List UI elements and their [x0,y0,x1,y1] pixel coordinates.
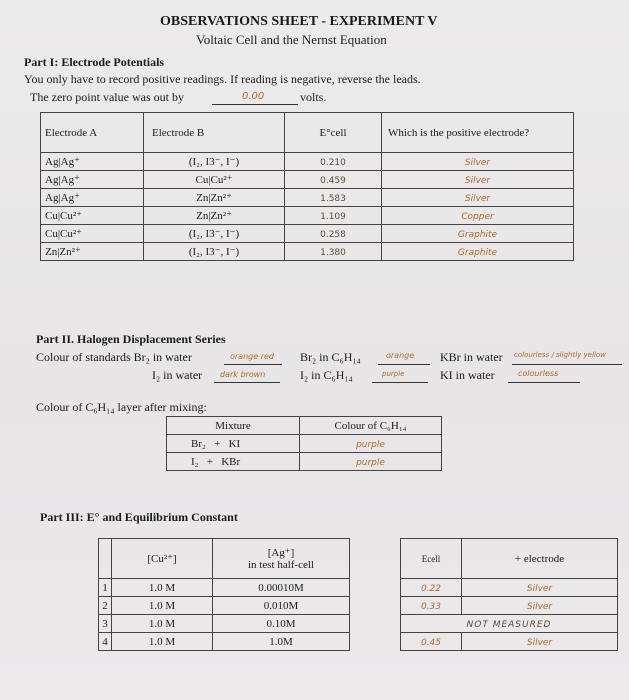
table-row [41,171,574,189]
ecell-cell [285,225,382,243]
col-plus-electrode: + electrode [462,539,618,579]
ecell-value: 0.258 [320,229,346,240]
br2-water-label: Colour of standards Br₂ in water [36,350,192,364]
plus-electrode-cell [462,579,618,597]
col-electrode-a: Electrode A [41,113,144,153]
ecell-value: 1.380 [320,247,346,258]
i2-water-underline [214,382,280,383]
ecell-value: 0.45 [420,637,442,648]
ecell-value: 0.210 [320,157,346,168]
table-row [41,225,574,243]
col-cu-conc: [Cu²⁺] [112,539,213,579]
positive-value: Graphite [457,229,498,240]
equilibrium-table [98,538,618,651]
ki-water-underline [508,382,580,383]
ag-conc-cell: 0.010M [213,597,350,615]
electrode-b-cell: Zn|Zn²⁺ [144,189,285,207]
positive-value: Graphite [457,247,498,258]
spacer-cell [350,633,401,651]
page-title: OBSERVATIONS SHEET - EXPERIMENT V [160,14,438,29]
kbr-water-label: KBr in water [440,350,503,364]
ki-water-label: KI in water [440,368,495,382]
electrode-a-cell: Cu|Cu²⁺ [41,207,144,225]
table-row [41,207,574,225]
table-row [41,243,574,261]
spacer-cell [350,597,401,615]
spacer-cell [350,615,401,633]
cu-conc-cell: 1.0 M [112,615,213,633]
table-row [99,597,618,615]
positive-value: Silver [464,157,491,168]
positive-value: Silver [464,193,491,204]
ecell-value: 0.459 [320,175,346,186]
col-spacer [350,539,401,579]
col-ecell: Ecell [401,539,462,579]
electrode-a-cell: Ag|Ag⁺ [41,189,144,207]
ki-water-value: colourless [518,369,559,378]
plus-electrode-cell [462,633,618,651]
br2-c6h14-value: orange [386,351,415,360]
row-index: 4 [99,633,112,651]
positive-cell [382,225,574,243]
plus-electrode-value: Silver [526,601,553,612]
kbr-water-value: colourless / slightly yellow [514,351,606,359]
electrode-b-cell: (I₂, I3⁻, I⁻) [144,153,285,171]
ecell-value: 0.33 [420,601,442,612]
ag-conc-cell: 1.0M [213,633,350,651]
row-index: 1 [99,579,112,597]
mixture-cell [167,435,300,453]
electrode-a-cell: Cu|Cu²⁺ [41,225,144,243]
colour-cell [300,453,442,471]
i2-c6h14-value: purple [382,370,405,378]
cu-conc-cell: 1.0 M [112,633,213,651]
ecell-cell [285,153,382,171]
table-row [99,579,618,597]
cu-conc-cell: 1.0 M [112,579,213,597]
electrode-b-cell: Cu|Cu²⁺ [144,171,285,189]
positive-value: Copper [461,211,494,222]
table-row [41,189,574,207]
table-header-row [41,113,574,153]
ecell-value: NOT MEASURED [466,619,552,630]
ecell-value: 1.583 [320,193,346,204]
colour-value: purple [356,439,385,450]
electrode-a-cell: Ag|Ag⁺ [41,171,144,189]
part3-heading: Part III: E° and Equilibrium Constant [40,510,238,524]
page-subtitle: Voltaic Cell and the Nernst Equation [196,32,387,47]
table-row [99,615,618,633]
plus-electrode-value: Silver [526,637,553,648]
colour-value: purple [356,457,385,468]
br2-water-underline [224,364,282,365]
br2-water-value: orange red [230,352,274,361]
i2-c6h14-label: I₂ in C₆H₁₄ [300,368,353,382]
kbr-water-underline [512,364,622,365]
ecell-value: 1.109 [320,211,346,222]
table-header-row [167,417,442,435]
electrode-a-cell: Zn|Zn²⁺ [41,243,144,261]
positive-cell [382,243,574,261]
electrode-b-cell: (I₂, I3⁻, I⁻) [144,225,285,243]
zero-point-unit: volts. [300,90,327,104]
col-ag-conc-title: [Ag⁺] [267,547,295,559]
br2-c6h14-label: Br₂ in C₆H₁₄ [300,350,361,364]
col-electrode-b: Electrode B [144,113,285,153]
ecell-cell [285,171,382,189]
ecell-cell [401,615,618,633]
positive-cell [382,171,574,189]
i2-c6h14-underline [372,382,428,383]
table-row [99,633,618,651]
positive-value: Silver [464,175,491,186]
mixture-reactant-b: KBr [221,455,241,468]
mixture-operator: + [214,437,221,450]
part1-instruction: You only have to record positive readings. If reading is negative, reverse the leads. [24,72,421,86]
col-index [99,539,112,579]
col-colour: Colour of C₆H₁₄ [300,417,442,435]
i2-water-value: dark brown [220,370,266,379]
ecell-cell [285,243,382,261]
ecell-cell [285,207,382,225]
spacer-cell [350,579,401,597]
table-row [167,453,442,471]
col-ag-conc [213,539,350,579]
ag-conc-cell: 0.10M [213,615,350,633]
ecell-cell [401,597,462,615]
part1-heading: Part I: Electrode Potentials [24,55,165,69]
mixture-reactant-a: Br₂ [191,437,206,450]
colour-cell [300,435,442,453]
table-row [167,435,442,453]
zero-point-label: The zero point value was out by [30,90,184,104]
col-mixture: Mixture [167,417,300,435]
col-ecell: E°cell [285,113,382,153]
ag-conc-cell: 0.00010M [213,579,350,597]
part2-heading: Part II. Halogen Displacement Series [36,332,226,346]
col-positive-electrode: Which is the positive electrode? [382,113,574,153]
plus-electrode-value: Silver [526,583,553,594]
cu-conc-cell: 1.0 M [112,597,213,615]
electrode-b-cell: (I₂, I3⁻, I⁻) [144,243,285,261]
electrode-b-cell: Zn|Zn²⁺ [144,207,285,225]
col-ag-conc-subtitle: in test half-cell [248,559,314,571]
ecell-cell [401,579,462,597]
halogen-mixing-table [166,416,442,471]
positive-cell [382,153,574,171]
table-header-row [99,539,618,579]
electrode-potentials-table [40,112,574,261]
i2-water-label: I₂ in water [152,368,203,382]
mixture-reactant-a: I₂ [191,455,199,468]
ecell-cell [285,189,382,207]
positive-cell [382,189,574,207]
br2-c6h14-underline [378,364,430,365]
table-row [41,153,574,171]
zero-point-underline [212,104,298,105]
plus-electrode-cell [462,597,618,615]
mixture-cell [167,453,300,471]
positive-cell [382,207,574,225]
electrode-a-cell: Ag|Ag⁺ [41,153,144,171]
row-index: 2 [99,597,112,615]
zero-point-value: 0.00 [242,91,265,102]
mixing-label: Colour of C₆H₁₄ layer after mixing: [36,400,207,414]
ecell-value: 0.22 [420,583,442,594]
row-index: 3 [99,615,112,633]
mixture-reactant-b: KI [228,437,241,450]
ecell-cell [401,633,462,651]
mixture-operator: + [206,455,213,468]
